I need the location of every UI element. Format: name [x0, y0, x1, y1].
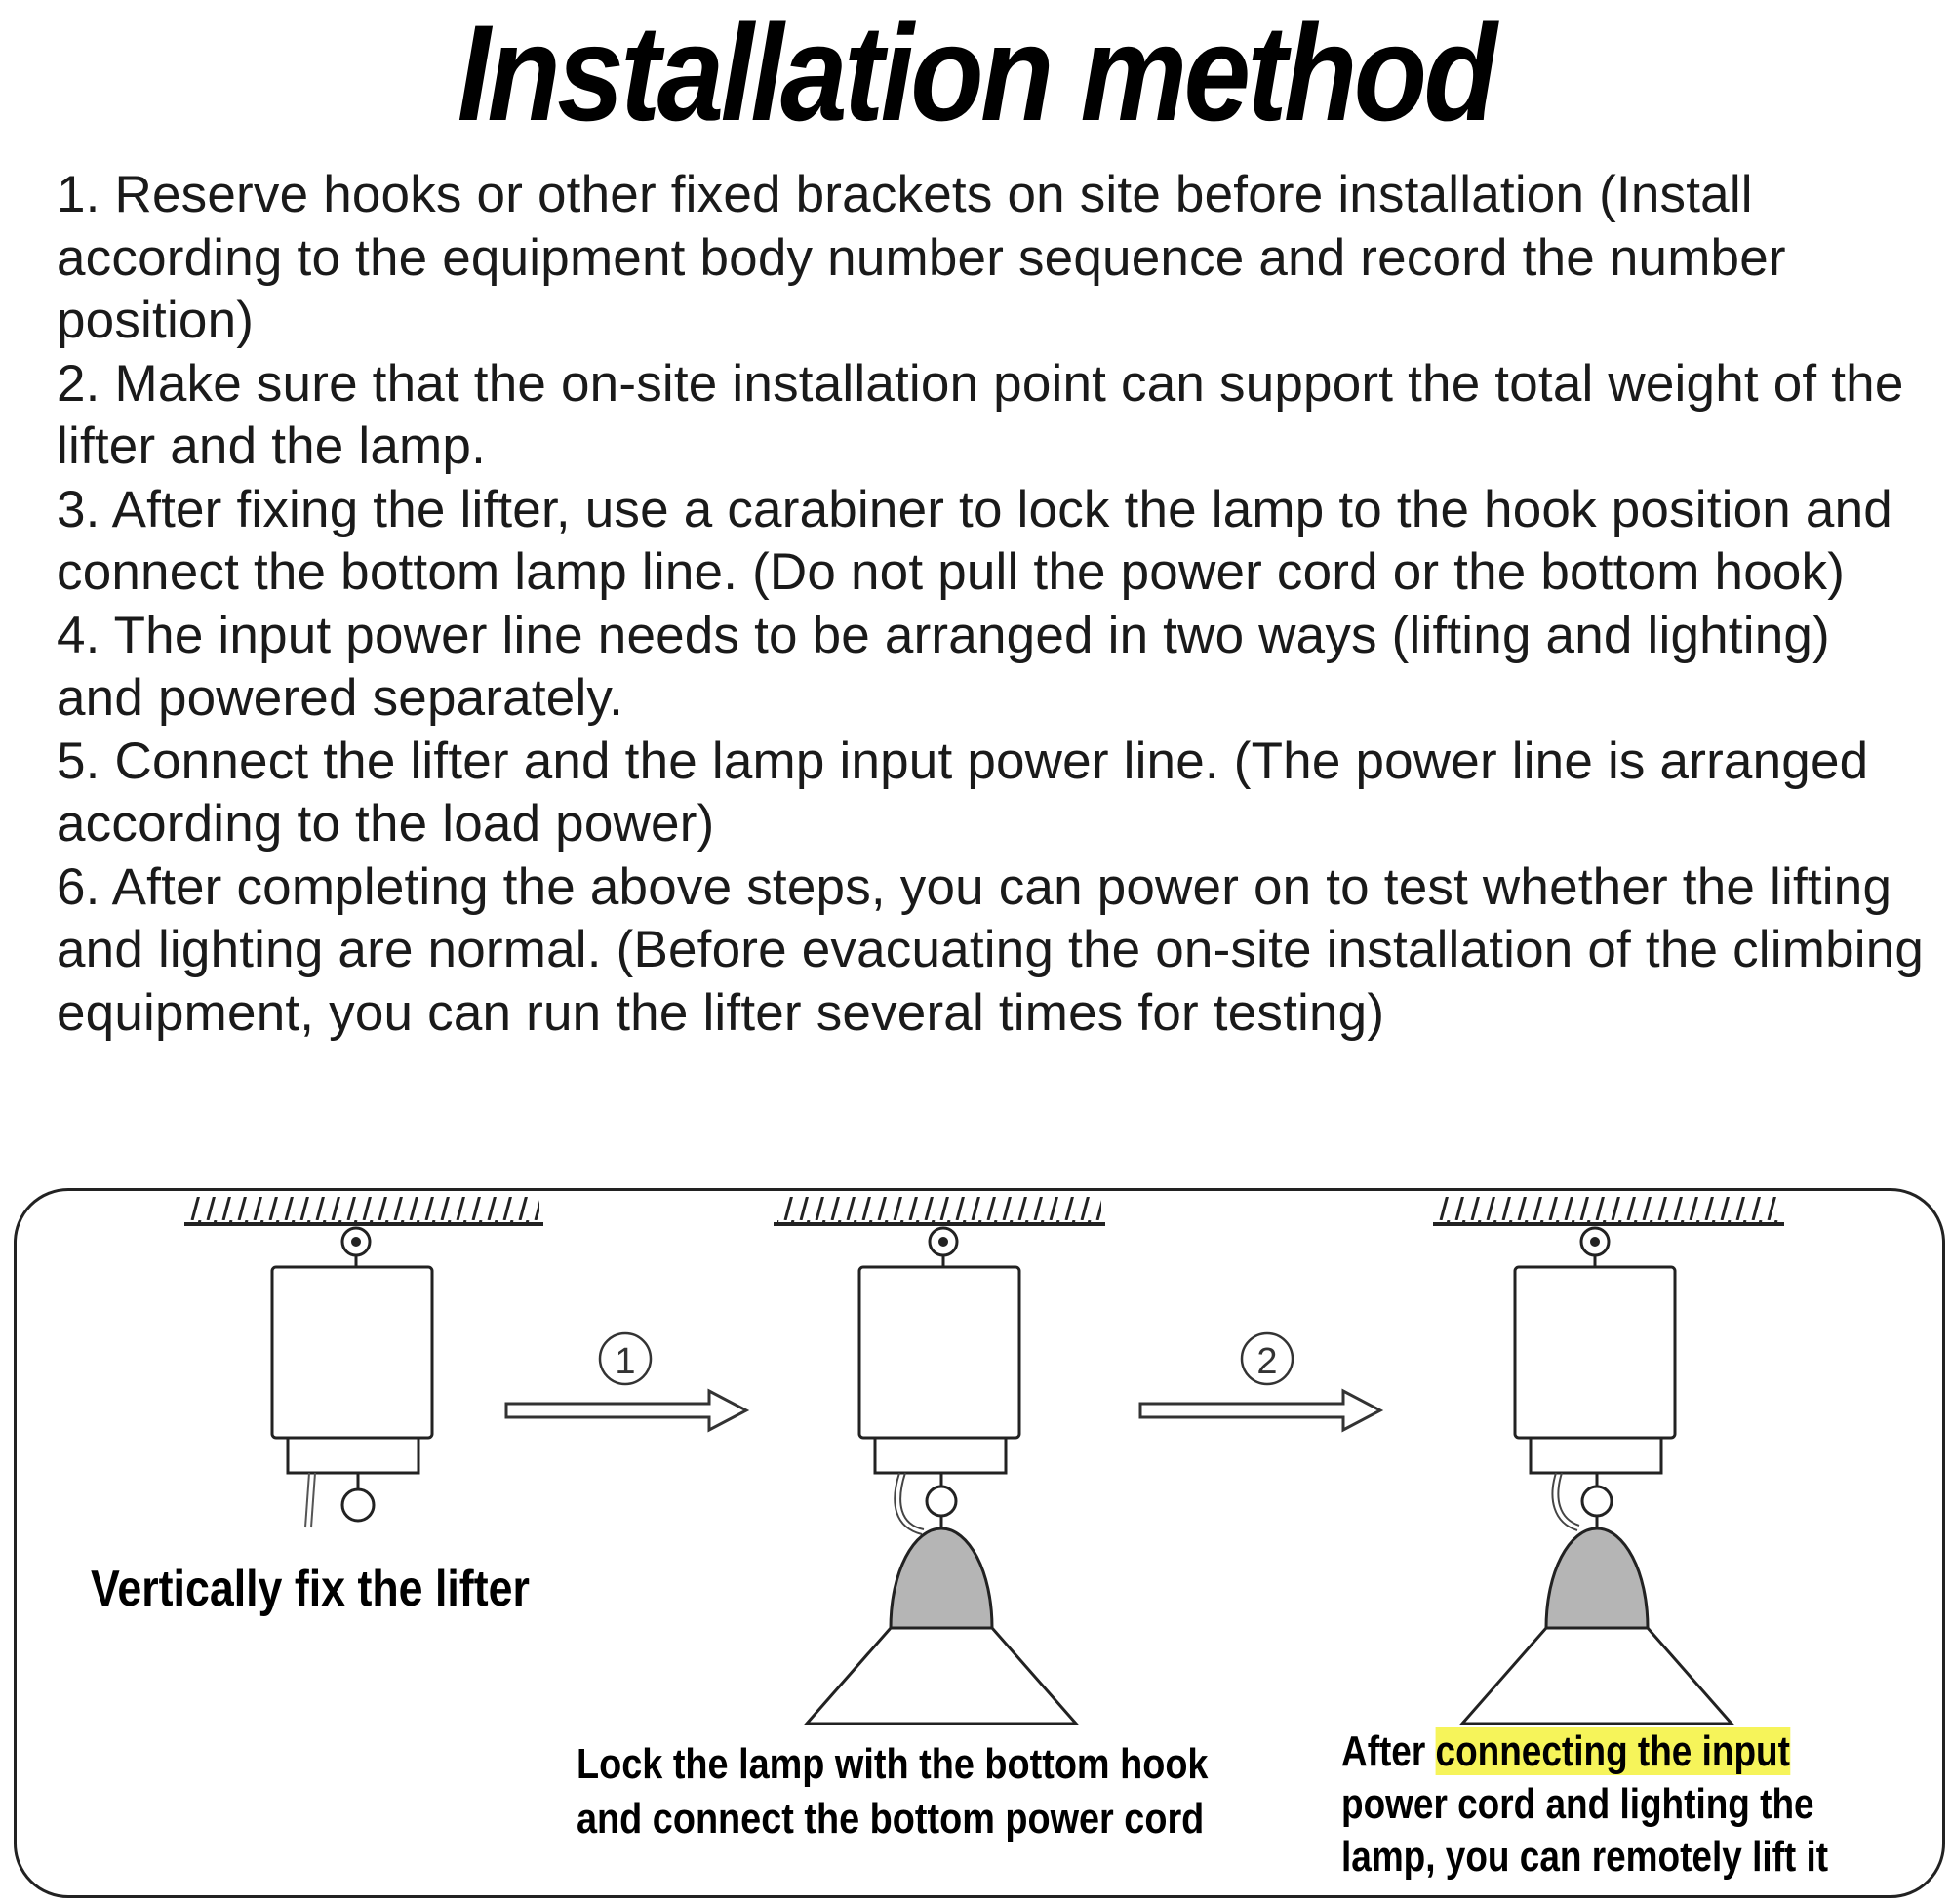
lifter-base	[288, 1438, 418, 1473]
ceiling-hatch	[188, 1197, 539, 1224]
lifter-body	[272, 1267, 432, 1438]
stage-3-lifter-with-lamp	[1433, 1197, 1784, 1724]
caption-lock-lamp	[577, 1737, 1208, 1846]
hook-pin	[938, 1237, 948, 1247]
stage-1-lifter	[184, 1197, 543, 1527]
page-title: Installation method	[457, 0, 1494, 149]
caption-remote-lift-line-2: power cord and lighting the	[1341, 1780, 1814, 1828]
step-1: 1. Reserve hooks or other fixed brackets on site before installation (Install according to the equipment body number sequence and record the number position)	[57, 166, 1786, 349]
diagram-panel	[14, 1188, 1945, 1898]
step-3: 3. After fixing the lifter, use a carabiner to lock the lamp to the hook position and connect the bottom lamp line. (Do not pull the power cord or the bottom hook)	[57, 480, 1892, 601]
bottom-hook	[342, 1489, 374, 1521]
hook-pin	[351, 1237, 361, 1247]
step-6: 6. After completing the above steps, you can power on to test whether the lifting and lighting are normal. (Before evacuating the on-site installation of the climbing equipment, you can run the lifter several times for testing)	[57, 857, 1925, 1042]
caption-remote-lift	[1341, 1726, 1828, 1884]
stage-2-lifter-with-lamp	[774, 1197, 1105, 1724]
lifter-body	[859, 1267, 1019, 1438]
bottom-hook	[927, 1487, 956, 1516]
arrow-1	[506, 1333, 746, 1430]
step-2: 2. Make sure that the on-site installation point can support the total weight of the lifter and the lamp.	[57, 354, 1904, 475]
lamp-dome	[1546, 1528, 1648, 1628]
bottom-hook	[1582, 1487, 1612, 1516]
step-4: 4. The input power line needs to be arranged in two ways (lifting and lighting) and powered separately.	[57, 606, 1830, 727]
lifter-base	[1531, 1438, 1661, 1473]
hook-pin	[1590, 1237, 1600, 1247]
lifter-base	[875, 1438, 1006, 1473]
ceiling-hatch	[1437, 1197, 1780, 1224]
instruction-steps	[57, 164, 1930, 1045]
highlighted-text: connecting the input	[1435, 1727, 1790, 1775]
lamp-dome	[891, 1528, 992, 1628]
ceiling-hatch	[777, 1197, 1101, 1224]
step-5: 5. Connect the lifter and the lamp input power line. (The power line is arranged according to the load power)	[57, 732, 1869, 853]
lamp-reflector	[807, 1628, 1076, 1724]
caption-vertically-fix: Vertically fix the lifter	[91, 1561, 530, 1617]
power-cord	[1552, 1473, 1577, 1530]
lifter-body	[1515, 1267, 1675, 1438]
caption-lock-lamp-line-2: and connect the bottom power cord	[577, 1795, 1205, 1843]
arrow-2	[1140, 1333, 1380, 1430]
power-cord	[895, 1473, 922, 1534]
caption-remote-lift-line-1	[1341, 1726, 1828, 1778]
caption-remote-lift-line-1-start: After	[1341, 1727, 1436, 1775]
power-cord	[305, 1473, 309, 1527]
lamp-reflector	[1462, 1628, 1732, 1724]
caption-remote-lift-line-3: lamp, you can remotely lift it	[1341, 1833, 1829, 1881]
step-number-1: 1	[615, 1341, 636, 1382]
caption-lock-lamp-line-1: Lock the lamp with the bottom hook	[577, 1740, 1209, 1788]
step-number-2: 2	[1256, 1341, 1278, 1382]
